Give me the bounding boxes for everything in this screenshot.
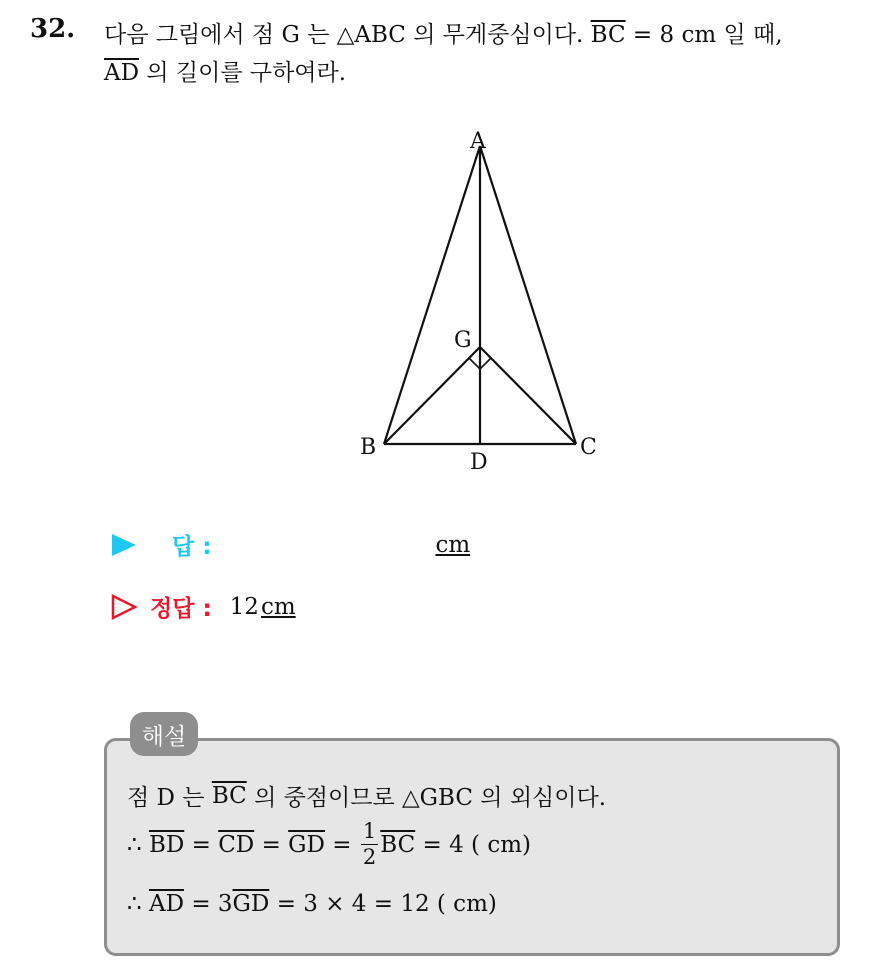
label-b: B	[360, 435, 377, 460]
fraction-one-half	[361, 821, 378, 868]
label-c: C	[580, 435, 597, 460]
therefore-symbol-2: ∴	[127, 891, 142, 917]
equals-three: = 3	[191, 891, 233, 917]
segment-ad: $\overline{AD}$	[104, 60, 140, 86]
label-d: D	[470, 450, 488, 475]
explanation-seg-bc: $\overline{BC}$	[211, 782, 247, 809]
explanation-line-3	[127, 891, 497, 917]
explanation-seg-bd: $\overline{BD}$	[148, 831, 185, 858]
label-a: A	[470, 129, 486, 154]
answer-unit: cm	[435, 531, 471, 558]
outline-arrow-icon	[110, 593, 138, 621]
equals-1: =	[191, 831, 211, 858]
explanation-line-1	[127, 779, 606, 812]
explanation-seg-ad: $\overline{AD}$	[148, 891, 185, 917]
triangle-figure	[330, 118, 620, 478]
correct-value: 12	[229, 593, 259, 620]
explanation-seg-cd: $\overline{CD}$	[218, 831, 255, 858]
explanation-tab: 해설	[130, 712, 198, 756]
explanation-result-2: = 3 × 4 = 12 ( cm)	[276, 891, 497, 917]
explanation-seg-bc-2: $\overline{BC}$	[380, 831, 416, 858]
explanation-seg-gd: $\overline{GD}$	[288, 831, 325, 858]
explanation-result-1: = 4 ( cm)	[422, 831, 531, 858]
question-text-2: = 8 cm 일 때,	[632, 22, 783, 48]
question-line-1	[104, 16, 783, 49]
therefore-symbol-1: ∴	[127, 831, 142, 858]
question-number: 32.	[30, 14, 76, 44]
question-text-3: 의 길이를 구하여라.	[146, 60, 347, 86]
question-line-2	[104, 54, 346, 87]
correct-answer-row	[110, 590, 296, 623]
equals-2: =	[261, 831, 281, 858]
segment-bc: $\overline{BC}$	[590, 22, 626, 48]
answer-input[interactable]	[211, 532, 435, 558]
question-text-1: 다음 그림에서 점 G 는 △ABC 의 무게중심이다.	[104, 22, 584, 48]
label-g: G	[454, 328, 472, 353]
explanation-seg-gd-2: $\overline{GD}$	[232, 891, 270, 917]
explanation-box	[104, 738, 840, 956]
side-ab	[384, 146, 480, 444]
fraction-denominator: 2	[362, 845, 377, 869]
explanation-text-1a: 점 D 는	[127, 785, 205, 811]
correct-unit: cm	[260, 593, 296, 620]
answer-label: 답 :	[172, 534, 212, 560]
segment-gc	[480, 347, 576, 444]
explanation-text-1b: 의 중점이므로 △GBC 의 외심이다.	[254, 785, 607, 811]
correct-label: 정답 :	[150, 596, 212, 622]
segment-gb	[384, 347, 480, 444]
equals-3: =	[332, 831, 352, 858]
play-arrow-icon	[110, 531, 138, 559]
side-ac	[480, 146, 576, 444]
explanation-line-2	[127, 821, 531, 868]
fraction-numerator: 1	[362, 819, 377, 843]
answer-row	[110, 528, 470, 561]
